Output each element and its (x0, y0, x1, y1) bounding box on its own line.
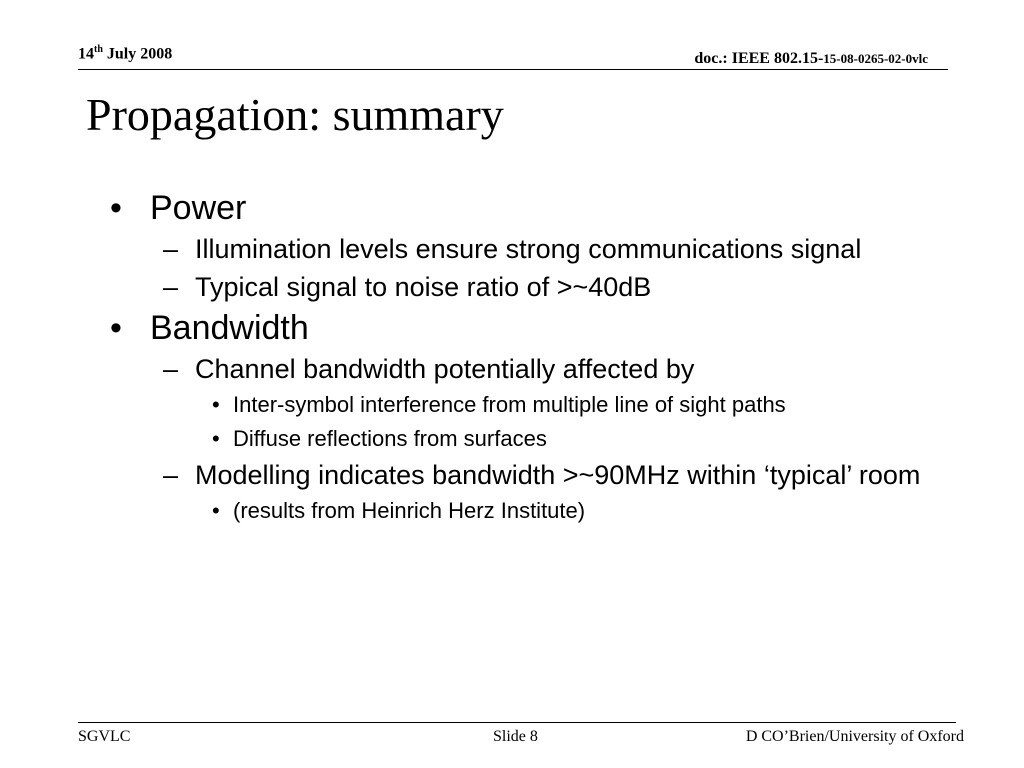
dash-icon: – (163, 272, 179, 302)
dash-icon: – (163, 460, 179, 490)
sub-sub-bullet-isi-text: Inter-symbol interference from multiple line of sight paths (233, 392, 786, 417)
header-date-day: 14 (78, 45, 94, 63)
header-doc-main: doc.: IEEE 802.15- (694, 50, 824, 67)
bullet-power-label: Power (150, 189, 247, 227)
bullet-bandwidth-label: Bandwidth (150, 309, 309, 347)
header-date-month-year: July 2008 (102, 45, 173, 63)
footer-left: SGVLC (78, 728, 131, 745)
header-doc-number: 15-08-0265-02-0vlc (823, 51, 928, 66)
sub-bullet-snr-text: Typical signal to noise ratio of >~40dB (195, 272, 652, 302)
slide-title: Propagation: summary (86, 89, 504, 140)
sub-sub-bullet-results (110, 497, 970, 525)
bullet-dot-icon: • (212, 426, 220, 451)
bullet-dot-icon: • (110, 309, 122, 347)
footer-slide-number: Slide 8 (493, 728, 538, 745)
dash-icon: – (163, 354, 179, 384)
sub-bullet-illumination (110, 233, 970, 265)
sub-bullet-illumination-text: Illumination levels ensure strong communications signal (195, 234, 862, 264)
sub-bullet-modelling-text: Modelling indicates bandwidth >~90MHz within ‘typical’ room (195, 460, 921, 490)
bullet-dot-icon: • (212, 498, 220, 523)
footer-author: D CO’Brien/University of Oxford (745, 728, 964, 745)
bullet-power (110, 189, 970, 227)
bullet-dot-icon: • (110, 189, 122, 227)
slide-body (110, 183, 970, 525)
bullet-bandwidth (110, 309, 970, 347)
footer-rule (78, 722, 956, 723)
sub-bullet-channel (110, 353, 970, 385)
header-doc-id (694, 50, 928, 68)
header-date (78, 44, 172, 63)
header-rule (78, 69, 948, 70)
sub-sub-bullet-diffuse (110, 425, 970, 453)
sub-sub-bullet-diffuse-text: Diffuse reflections from surfaces (233, 426, 547, 451)
sub-bullet-modelling (110, 459, 970, 491)
bullet-dot-icon: • (212, 392, 220, 417)
sub-bullet-channel-text: Channel bandwidth potentially affected by (195, 354, 695, 384)
sub-bullet-snr (110, 271, 970, 303)
dash-icon: – (163, 234, 179, 264)
sub-sub-bullet-results-text: (results from Heinrich Herz Institute) (233, 498, 586, 523)
header-date-suffix: th (94, 44, 103, 55)
sub-sub-bullet-isi (110, 391, 970, 419)
